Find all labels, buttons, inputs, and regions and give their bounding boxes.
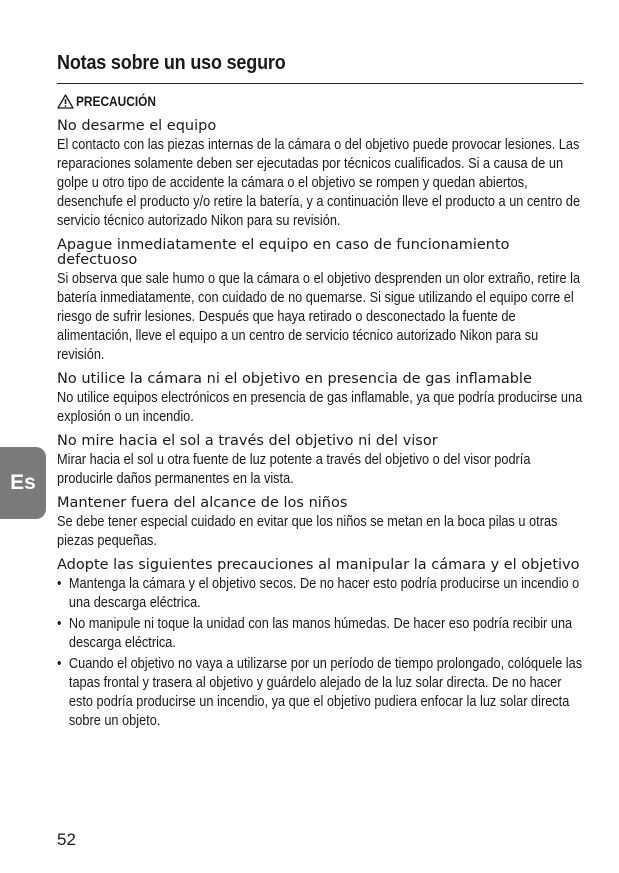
title-divider [57, 83, 583, 84]
section-sun-viewfinder [57, 434, 583, 488]
section-heading: No utilice la cámara ni el objetivo en presencia de gas inflamable [57, 371, 532, 387]
safety-notes [57, 119, 583, 738]
section-body: No utilice equipos electrónicos en presencia de gas inflamable, ya que podría producirse una explosión o un incendio. [57, 389, 583, 425]
section-heading: No desarme el equipo [57, 118, 217, 134]
section-turn-off-malfunction [57, 238, 583, 364]
section-body: Si observa que sale humo o que la cámara o el objetivo desprenden un olor extraño, retire la batería inmediatamente, con cuidado de no quemarse. Si sigue utilizando el equipo corre el riesgo de sufrir lesiones. Después que haya retirado o desconectado la fuente de alimentación, lleve el equipo a un centro de servicio técnico autorizado Nikon para su revisión. [57, 270, 581, 363]
section-heading: No mire hacia el sol a través del objetivo ni del visor [57, 433, 438, 449]
section-keep-from-children [57, 496, 583, 550]
section-flammable-gas [57, 372, 583, 426]
list-item: • Cuando el objetivo no vaya a utilizarse por un período de tiempo prolongado, colóquele las tapas frontal y trasera al objetivo y guárdelo alejado de la luz solar directa. De no hacer esto podría producirse un incendio, ya que el objetivo pudiera enfocar la luz solar directa sobre un objeto. [57, 654, 582, 730]
warning-triangle-icon [57, 94, 74, 109]
section-no-disassemble [57, 119, 583, 230]
section-body: El contacto con las piezas internas de la cámara o del objetivo puede provocar lesiones. Las reparaciones solamente deben ser ejecutadas por técnicos cualificados. Si a causa de un golpe u otro tipo de accidente la cámara o el objetivo se rompen y quedan abiertos, desenchufe el producto y/o retire la batería, y a continuación lleve el producto a un centro de servicio técnico autorizado Nikon para su revisión. [57, 136, 581, 229]
section-body: Mirar hacia el sol u otra fuente de luz potente a través del objetivo o del visor podría producirle daños permanentes en la vista. [57, 451, 531, 487]
caution-header [57, 93, 170, 109]
page-number: 52 [57, 830, 76, 849]
page-title: Notas sobre un uso seguro [57, 52, 286, 74]
list-item: • No manipule ni toque la unidad con las manos húmedas. De hacer eso podría recibir una descarga eléctrica. [57, 614, 582, 652]
section-heading: Adopte las siguientes precauciones al manipular la cámara y el objetivo [57, 557, 580, 573]
language-tab-label: Es [10, 471, 36, 494]
language-tab [0, 447, 46, 519]
section-heading: Mantener fuera del alcance de los niños [57, 495, 348, 511]
caution-label: PRECAUCIÓN [76, 93, 157, 109]
bullet-list [57, 574, 583, 730]
list-item: • Mantenga la cámara y el objetivo secos. De no hacer esto podría producirse un incendio o una descarga eléctrica. [57, 574, 582, 612]
section-heading: Apague inmediatamente el equipo en caso de funcionamiento defectuoso [57, 237, 510, 268]
section-body: Se debe tener especial cuidado en evitar que los niños se metan en la boca pilas u otras piezas pequeñas. [57, 513, 558, 549]
section-handling-precautions [57, 558, 583, 730]
